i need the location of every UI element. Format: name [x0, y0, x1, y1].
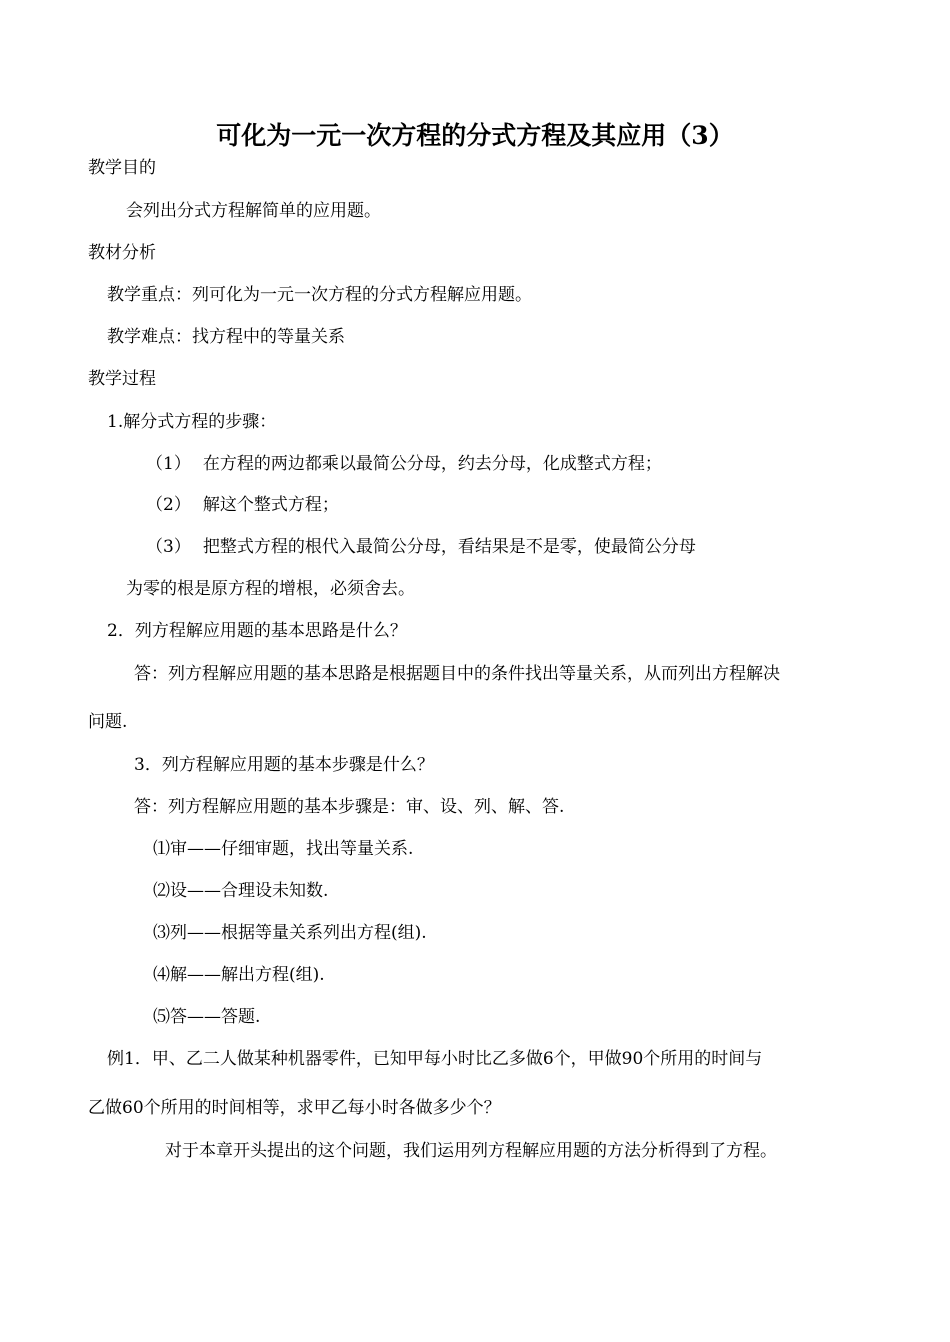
answer-2-line2: 问题.: [88, 712, 128, 732]
answer-3-item: ⑷解——解出方程(组).: [153, 965, 325, 985]
analysis-heading: 教材分析: [88, 243, 156, 263]
step-continuation: 为零的根是原方程的增根，必须舍去。: [126, 579, 415, 599]
answer-3-item: ⑸答——答题.: [153, 1007, 261, 1027]
question-2: 2．列方程解应用题的基本思路是什么？: [107, 621, 407, 641]
step-item: [146, 494, 339, 516]
objective-heading: 教学目的: [88, 158, 156, 178]
objective-text: 会列出分式方程解简单的应用题。: [126, 201, 381, 221]
step-text: 解这个整式方程；: [202, 495, 339, 515]
process-heading: 教学过程: [88, 369, 156, 389]
step-text: 把整式方程的根代入最简公分母，看结果是不是零，使最简公分母: [202, 537, 696, 557]
question-3: 3．列方程解应用题的基本步骤是什么？: [134, 755, 434, 775]
key-point: 教学重点：列可化为一元一次方程的分式方程解应用题。: [107, 285, 532, 305]
answer-2-line1: 答：列方程解应用题的基本思路是根据题目中的条件找出等量关系，从而列出方程解决: [134, 664, 780, 684]
answer-3: 答：列方程解应用题的基本步骤是：审、设、列、解、答.: [134, 797, 565, 817]
answer-3-item: ⑶列——根据等量关系列出方程(组).: [153, 923, 427, 943]
steps-heading: 1.解分式方程的步骤：: [107, 412, 277, 432]
step-number: （2）: [146, 495, 191, 515]
step-number: （1）: [146, 454, 191, 474]
answer-3-item: ⑵设——合理设未知数.: [153, 881, 329, 901]
step-item: [146, 536, 696, 558]
page-title: 可化为一元一次方程的分式方程及其应用（3）: [216, 121, 734, 150]
example-note: 对于本章开头提出的这个问题，我们运用列方程解应用题的方法分析得到了方程。: [165, 1141, 777, 1161]
step-number: （3）: [146, 537, 191, 557]
answer-3-item: ⑴审——仔细审题，找出等量关系.: [153, 839, 414, 859]
step-text: 在方程的两边都乘以最简公分母，约去分母，化成整式方程；: [202, 454, 662, 474]
step-item: [146, 453, 662, 475]
difficult-point: 教学难点：找方程中的等量关系: [107, 327, 345, 347]
example-line1: 例1．甲、乙二人做某种机器零件，已知甲每小时比乙多做6个，甲做90个所用的时间与: [107, 1049, 763, 1069]
example-line2: 乙做60个所用的时间相等，求甲乙每小时各做多少个？: [88, 1098, 501, 1118]
